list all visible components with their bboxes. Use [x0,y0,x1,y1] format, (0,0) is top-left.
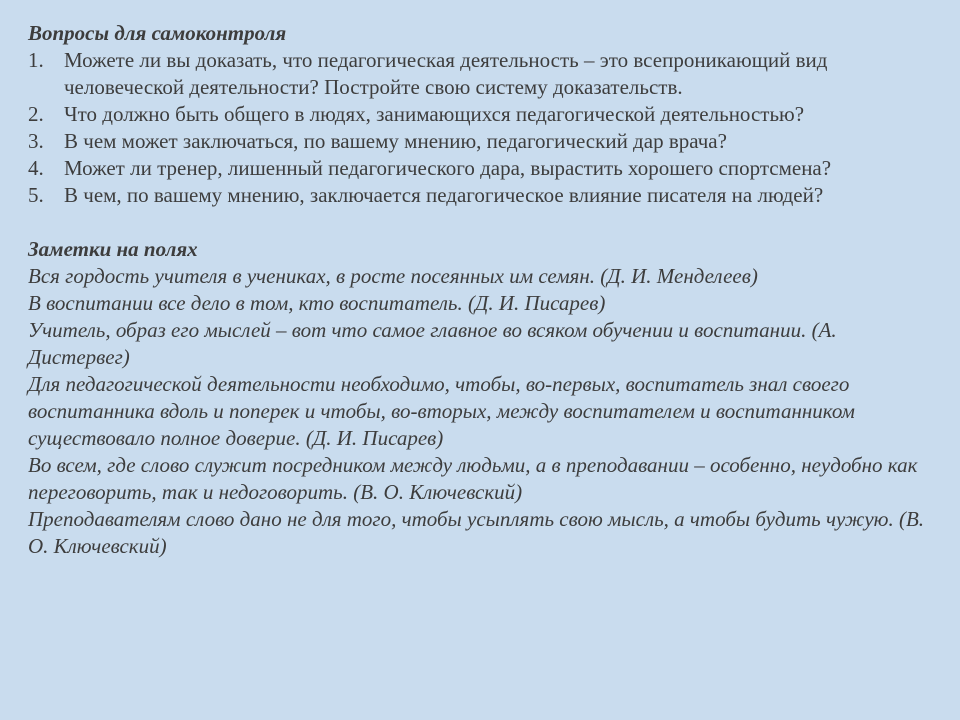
question-number: 1. [28,48,44,72]
question-item [28,128,938,155]
question-text: В чем, по вашему мнению, заключается педагогическое влияние писателя на людей? [64,183,824,207]
questions-list [28,47,938,209]
question-item [28,155,938,182]
margin-notes-heading: Заметки на полях [28,237,198,261]
section-spacer [28,209,938,236]
question-number: 3. [28,129,44,153]
quote: В воспитании все дело в том, кто воспитатель. (Д. И. Писарев) [28,291,606,315]
question-item [28,47,938,101]
quote: Преподавателям слово дано не для того, чтобы усыплять свою мысль, а чтобы будить чужую. (В. О. Ключевский) [28,507,925,558]
question-item [28,101,938,128]
slide-content [28,20,938,560]
self-control-heading: Вопросы для самоконтроля [28,21,287,45]
question-text: Может ли тренер, лишенный педагогического дара, вырастить хорошего спортсмена? [64,156,832,180]
question-text: В чем может заключаться, по вашему мнению, педагогический дар врача? [64,129,727,153]
quote: Вся гордость учителя в учениках, в росте посеянных им семян. (Д. И. Менделеев) [28,264,758,288]
quote: Во всем, где слово служит посредником между людьми, а в преподавании – особенно, неудобно как переговорить, так и недоговорить. (В. О. Ключевский) [28,453,918,504]
question-number: 4. [28,156,44,180]
question-text: Можете ли вы доказать, что педагогическая деятельность – это всепроникающий вид человеческой деятельности? Постройте свою систему доказательств. [64,48,828,99]
question-number: 2. [28,102,44,126]
question-text: Что должно быть общего в людях, занимающихся педагогической деятельностью? [64,102,805,126]
question-item [28,182,938,209]
question-number: 5. [28,183,44,207]
quote: Для педагогической деятельности необходимо, чтобы, во-первых, воспитатель знал своего воспитанника вдоль и поперек и чтобы, во-вторых, между воспитателем и воспитанником существовало полное доверие. (Д. И. Писарев) [28,372,855,450]
quote: Учитель, образ его мыслей – вот что самое главное во всяком обучении и воспитании. (А. Дистервег) [28,318,837,369]
margin-notes [28,263,938,560]
